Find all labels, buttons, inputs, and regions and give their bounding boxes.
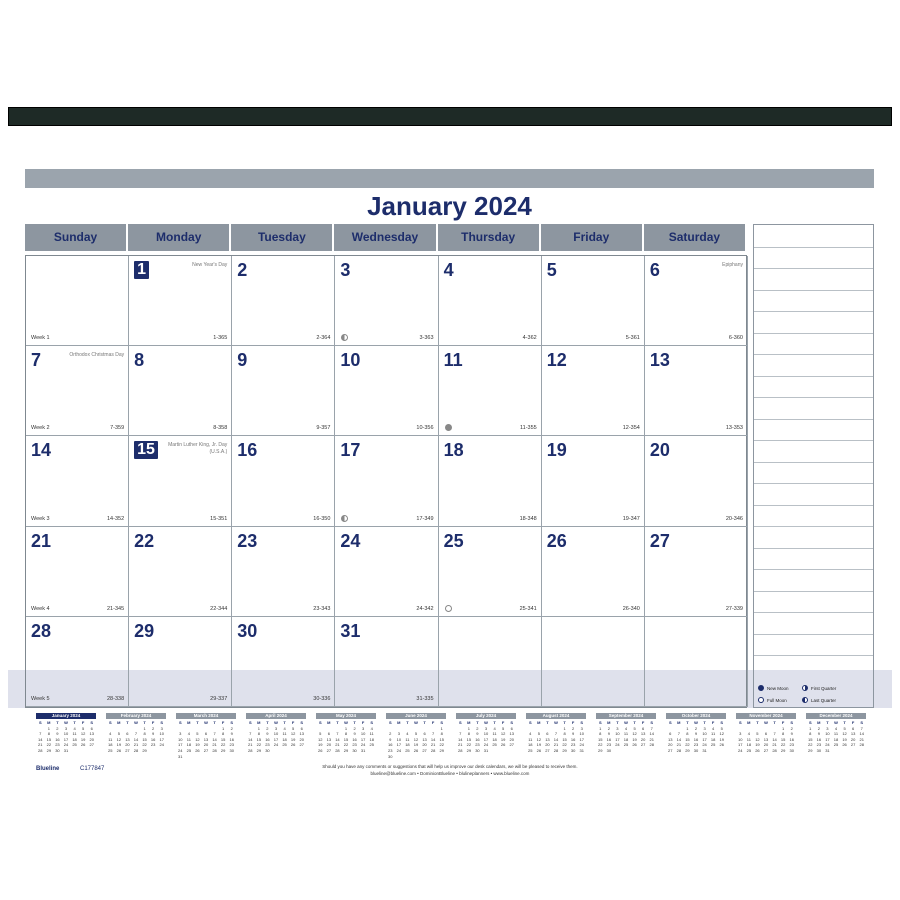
day-number: 30 xyxy=(237,620,258,641)
day-count: 26-340 xyxy=(622,605,640,612)
holiday-label: New Year's Day xyxy=(192,262,228,268)
mini-month-grid: S M T W T F S 1 2 3 4 5 6 7 8 9 10 11 12 13 14 15 16 17 18 19 20 21 22 23 24 25 26 27 28 29 30 31 xyxy=(458,720,514,753)
day-count: 8-358 xyxy=(213,425,228,432)
day-count: 24-342 xyxy=(416,605,434,612)
day-number: 14 xyxy=(31,440,52,461)
mini-month-title: January 2024 xyxy=(36,713,96,719)
day-number: 12 xyxy=(546,350,567,371)
day-cell[interactable] xyxy=(232,527,335,617)
mini-month xyxy=(596,713,656,754)
day-cell[interactable] xyxy=(335,436,438,526)
week-label: Week 4 xyxy=(31,605,50,612)
holiday-label: Martin Luther King, Jr. Day (U.S.A.) xyxy=(168,442,228,456)
day-cell[interactable] xyxy=(26,346,129,436)
day-number: 13 xyxy=(649,350,670,371)
day-number: 5 xyxy=(546,260,557,280)
day-cell[interactable] xyxy=(645,436,748,526)
day-number: 16 xyxy=(237,440,258,461)
mini-month xyxy=(106,713,166,754)
note-line xyxy=(754,376,873,377)
day-cell[interactable] xyxy=(335,256,438,346)
day-count: 10-356 xyxy=(416,425,434,432)
day-count: 7-359 xyxy=(110,425,125,432)
day-cell[interactable] xyxy=(129,436,232,526)
day-number: 17 xyxy=(340,440,361,461)
note-line xyxy=(754,397,873,398)
day-cell[interactable] xyxy=(542,346,645,436)
day-number: 8 xyxy=(134,350,145,371)
day-cell[interactable] xyxy=(645,346,748,436)
day-number: 31 xyxy=(340,620,361,641)
day-cell[interactable] xyxy=(26,527,129,617)
last-quarter-icon xyxy=(802,697,808,703)
day-cell[interactable] xyxy=(26,256,129,346)
product-code: C177847 xyxy=(80,766,105,772)
day-count: 23-343 xyxy=(313,605,331,612)
mini-month xyxy=(736,713,796,754)
weekday-header: Thursday xyxy=(438,224,541,251)
day-cell[interactable] xyxy=(232,256,335,346)
day-count: 22-344 xyxy=(210,605,228,612)
note-line xyxy=(754,311,873,312)
weekday-header: Monday xyxy=(128,224,231,251)
day-number: 4 xyxy=(443,260,454,280)
note-line xyxy=(754,290,873,291)
note-line xyxy=(754,655,873,656)
weekday-header: Friday xyxy=(541,224,644,251)
day-number: 1 xyxy=(134,261,149,279)
mini-month-grid: S M T W T F S 1 2 3 4 5 6 7 8 9 10 11 12 13 14 15 16 17 18 19 20 21 22 23 24 25 26 27 28 29 30 31 xyxy=(668,720,724,753)
day-number: 24 xyxy=(340,530,361,551)
day-cell[interactable] xyxy=(439,617,542,707)
day-number: 27 xyxy=(649,530,670,551)
legend-new-moon: New Moon xyxy=(758,685,789,691)
mini-month-grid: S M T W T F S 1 2 3 4 5 6 7 8 9 10 11 12 13 14 15 16 17 18 19 20 21 22 23 24 25 26 27 28 29 30 31 xyxy=(178,720,234,759)
day-number: 18 xyxy=(443,440,464,461)
mini-month xyxy=(176,713,236,759)
day-cell[interactable] xyxy=(439,346,542,436)
mini-month-title: August 2024 xyxy=(526,713,586,719)
day-cell[interactable] xyxy=(335,617,438,707)
note-line xyxy=(754,268,873,269)
header-bar xyxy=(25,169,874,188)
mini-month-title: May 2024 xyxy=(316,713,376,719)
mini-month-title: March 2024 xyxy=(176,713,236,719)
mini-month-title: October 2024 xyxy=(666,713,726,719)
mini-month-title: April 2024 xyxy=(246,713,306,719)
mini-month-title: November 2024 xyxy=(736,713,796,719)
mini-month xyxy=(36,713,96,754)
weekday-header: Saturday xyxy=(644,224,747,251)
day-number: 7 xyxy=(31,350,42,371)
day-count: 27-339 xyxy=(725,605,743,612)
day-count: 25-341 xyxy=(519,605,537,612)
day-cell[interactable] xyxy=(645,617,748,707)
day-number: 19 xyxy=(546,440,567,461)
mini-month-title: December 2024 xyxy=(806,713,866,719)
mini-month-grid: S M T W T F S 1 2 3 4 5 6 7 8 9 10 11 12 13 14 15 16 17 18 19 20 21 22 23 24 25 26 27 28 29 30 xyxy=(388,720,444,759)
day-number: 25 xyxy=(443,530,464,551)
day-count: 4-362 xyxy=(522,335,537,342)
day-number: 20 xyxy=(649,440,670,461)
mini-month-grid: S M T W T F S 1 2 3 4 5 6 7 8 9 10 11 12 13 14 15 16 17 18 19 20 21 22 23 24 25 26 27 28 29 30 31 xyxy=(318,720,374,753)
day-cell[interactable] xyxy=(439,527,542,617)
day-count: 13-353 xyxy=(725,425,743,432)
day-number: 2 xyxy=(237,260,248,280)
mini-month-grid: S M T W T F S 1 2 3 4 5 6 7 8 9 10 11 12 13 14 15 16 17 18 19 20 21 22 23 24 25 26 27 28 29 30 31 xyxy=(528,720,584,753)
holiday-label: Orthodox Christmas Day xyxy=(69,352,125,359)
note-line xyxy=(754,612,873,613)
day-count: 3-363 xyxy=(419,335,434,342)
legend-first-quarter: First Quarter xyxy=(802,685,836,691)
note-line xyxy=(754,526,873,527)
note-line xyxy=(754,354,873,355)
full-moon-icon xyxy=(758,697,764,703)
day-cell[interactable] xyxy=(645,527,748,617)
binding-strip xyxy=(8,107,892,126)
day-number: 10 xyxy=(340,350,361,371)
moon-phase-icon xyxy=(341,334,348,341)
weekday-header: Wednesday xyxy=(334,224,437,251)
note-line xyxy=(754,505,873,506)
day-cell[interactable] xyxy=(232,617,335,707)
day-cell[interactable] xyxy=(335,346,438,436)
mini-month-grid: S M T W T F S 1 2 3 4 5 6 7 8 9 10 11 12 13 14 15 16 17 18 19 20 21 22 23 24 25 26 27 28 29 xyxy=(108,720,164,753)
moon-phase-icon xyxy=(445,605,452,612)
day-number: 21 xyxy=(31,530,52,551)
day-count: 30-336 xyxy=(313,695,331,702)
note-line xyxy=(754,591,873,592)
mini-month-title: June 2024 xyxy=(386,713,446,719)
day-cell[interactable] xyxy=(335,527,438,617)
note-line xyxy=(754,419,873,420)
day-cell[interactable] xyxy=(129,346,232,436)
legend-last-quarter: Last Quarter xyxy=(802,697,836,703)
day-number: 26 xyxy=(546,530,567,551)
day-count: 20-346 xyxy=(725,515,743,522)
mini-month xyxy=(246,713,306,754)
day-count: 21-345 xyxy=(107,605,125,612)
day-count: 11-355 xyxy=(519,425,537,432)
mini-month xyxy=(316,713,376,754)
note-line xyxy=(754,333,873,334)
mini-month-title: September 2024 xyxy=(596,713,656,719)
day-cell[interactable] xyxy=(542,617,645,707)
mini-month xyxy=(806,713,866,754)
brand-logo: Blueline xyxy=(36,766,60,772)
note-line xyxy=(754,634,873,635)
note-line xyxy=(754,247,873,248)
first-quarter-icon xyxy=(802,685,808,691)
mini-month-grid: S M T W T F S 1 2 3 4 5 6 7 8 9 10 11 12 13 14 15 16 17 18 19 20 21 22 23 24 25 26 27 28 29 30 31 xyxy=(808,720,864,753)
note-line xyxy=(754,440,873,441)
week-label: Week 1 xyxy=(31,335,50,342)
footer-message: Should you have any comments or suggestions that will help us improve our desk calendars, we will be pleased to receive them. blueline@blueline.com • DominionBlueline • blulineplanners • www.blueline.com xyxy=(322,764,578,776)
day-count: 16-350 xyxy=(313,515,331,522)
weekday-header: Tuesday xyxy=(231,224,334,251)
day-number: 22 xyxy=(134,530,155,551)
day-count: 2-364 xyxy=(316,335,331,342)
mini-month-grid: S M T W T F S 1 2 3 4 5 6 7 8 9 10 11 12 13 14 15 16 17 18 19 20 21 22 23 24 25 26 27 28 29 30 xyxy=(248,720,304,753)
day-count: 15-351 xyxy=(210,515,228,522)
week-label: Week 2 xyxy=(31,425,50,432)
day-number: 23 xyxy=(237,530,258,551)
day-count: 6-360 xyxy=(728,335,743,342)
day-count: 14-352 xyxy=(107,515,125,522)
weekday-header: Sunday xyxy=(25,224,128,251)
day-number: 9 xyxy=(237,350,248,371)
calendar-grid xyxy=(25,224,747,708)
day-count: 31-335 xyxy=(416,695,434,702)
day-cell[interactable] xyxy=(645,256,748,346)
day-count: 18-348 xyxy=(519,515,537,522)
mini-month-title: February 2024 xyxy=(106,713,166,719)
day-cell[interactable] xyxy=(439,436,542,526)
note-line xyxy=(754,462,873,463)
day-number: 28 xyxy=(31,620,52,641)
day-number: 11 xyxy=(443,350,463,371)
day-cell[interactable] xyxy=(542,436,645,526)
note-line xyxy=(754,569,873,570)
day-count: 9-357 xyxy=(316,425,331,432)
day-cells xyxy=(25,255,747,708)
day-cell[interactable] xyxy=(129,617,232,707)
note-line xyxy=(754,483,873,484)
holiday-label: Epiphany xyxy=(722,262,743,268)
day-count: 28-338 xyxy=(107,695,125,702)
day-cell[interactable] xyxy=(542,256,645,346)
day-count: 12-354 xyxy=(622,425,640,432)
day-count: 29-337 xyxy=(210,695,228,702)
day-count: 5-361 xyxy=(625,335,640,342)
moon-phase-icon xyxy=(341,515,348,522)
new-moon-icon xyxy=(758,685,764,691)
day-cell[interactable] xyxy=(232,436,335,526)
week-label: Week 5 xyxy=(31,695,50,702)
moon-phase-icon xyxy=(445,424,452,431)
day-cell[interactable] xyxy=(129,527,232,617)
legend-full-moon: Full Moon xyxy=(758,697,787,703)
day-number: 15 xyxy=(134,441,158,459)
note-line xyxy=(754,548,873,549)
mini-month-grid: S M T W T F S 1 2 3 4 5 6 7 8 9 10 11 12 13 14 15 16 17 18 19 20 21 22 23 24 25 26 27 28 29 30 xyxy=(738,720,794,753)
notes-column[interactable] xyxy=(753,224,874,708)
mini-month-grid: S M T W T F S 1 2 3 4 5 6 7 8 9 10 11 12 13 14 15 16 17 18 19 20 21 22 23 24 25 26 27 28 29 30 xyxy=(598,720,654,753)
day-cell[interactable] xyxy=(542,527,645,617)
day-number: 3 xyxy=(340,260,351,280)
mini-month xyxy=(386,713,446,759)
day-cell[interactable] xyxy=(129,256,232,346)
mini-month-title: July 2024 xyxy=(456,713,516,719)
month-title: January 2024 xyxy=(367,191,532,221)
mini-month xyxy=(456,713,516,754)
day-count: 17-349 xyxy=(416,515,434,522)
day-cell[interactable] xyxy=(26,436,129,526)
day-number: 29 xyxy=(134,620,155,641)
week-label: Week 3 xyxy=(31,515,50,522)
day-number: 6 xyxy=(649,260,660,280)
day-cell[interactable] xyxy=(439,256,542,346)
day-cell[interactable] xyxy=(26,617,129,707)
day-count: 1-365 xyxy=(213,335,228,342)
day-cell[interactable] xyxy=(232,346,335,436)
mini-month-grid: S M T W T F S 1 2 3 4 5 6 7 8 9 10 11 12 13 14 15 16 17 18 19 20 21 22 23 24 25 26 27 28 29 30 31 xyxy=(38,720,94,753)
mini-month xyxy=(666,713,726,754)
mini-month xyxy=(526,713,586,754)
day-count: 19-347 xyxy=(622,515,640,522)
